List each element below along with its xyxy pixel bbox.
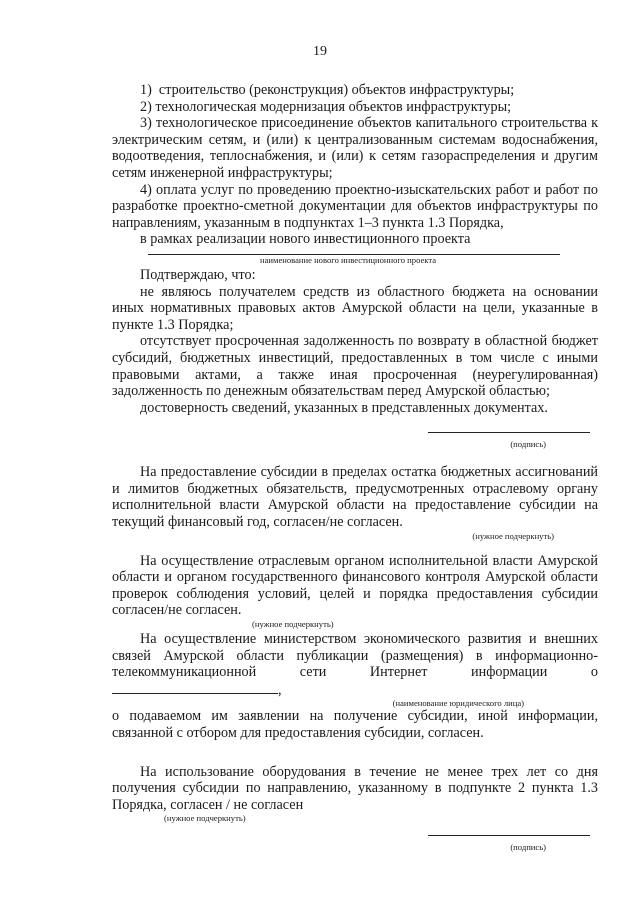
page-number: 19 [313, 44, 327, 59]
list-item-4: 4) оплата услуг по проведению проектно-изыскательских работ и работ по разработке проектно-сметной документации для объектов инфраструктуры по направлениям, указанным в подпунктах 1–3 пункта 1.3 Порядка, [112, 181, 598, 231]
confirm-heading: Подтверждаю, что: [140, 266, 256, 283]
consent-budget: На предоставление субсидии в пределах остатка бюджетных ассигнований и лимитов бюджетных обязательств, предусмотренных отраслевому органу исполнительной власти Амурской области на предоставление субсидии на текущий финансовый год, согласен/не согласен. [112, 464, 598, 531]
legal-entity-caption: (наименование юридического лица) [392, 698, 524, 709]
signature-block-1 [112, 424, 598, 452]
project-name-caption: наименование нового инвестиционного проекта [260, 254, 437, 265]
consent-budget-hint: (нужное подчеркнуть) [472, 530, 554, 541]
consent-inspection-hint: (нужное подчеркнуть) [252, 619, 334, 630]
signature-line-1 [428, 432, 590, 433]
list-item-3: 3) технологическое присоединение объектов капитального строительства к электрическим сетям, и (или) к централизованным системам водоснабжения, водоотведения, теплоснабжения, и (или) к сетям газораспределения и другим сетям инженерной инфраструктуры; [112, 115, 598, 181]
signature-block-2 [112, 827, 598, 855]
project-intro: в рамках реализации нового инвестиционного проекта [140, 231, 471, 248]
confirm-point-1: не являюсь получателем средств из областного бюджета на основании иных нормативных правовых актов Амурской области на цели, указанные в пункте 1.3 Порядка; [112, 283, 598, 333]
consent-publication-comma: , [278, 681, 282, 698]
consent-equipment-hint: (нужное подчеркнуть) [164, 813, 246, 824]
consent-publication-continued: о подаваемом им заявлении на получение субсидии, иной информации, связанной с отбором для предоставления субсидии, согласен. [112, 708, 598, 741]
consent-publication-text: На осуществление министерством экономического развития и внешних связей Амурской области публикации (размещения) в информационно-телекоммуникационной сети Интернет информации о [112, 631, 598, 681]
signature-caption-2: (подпись) [510, 842, 546, 853]
list-item-2: 2) технологическая модернизация объектов инфраструктуры; [140, 98, 512, 115]
signature-line-2 [428, 835, 590, 836]
confirm-point-2: отсутствует просроченная задолженность по возврату в областной бюджет субсидий, бюджетных инвестиций, предоставленных в том числе с иными правовыми актами, а также иная просроченная (неурегулированная) задолженность по денежным обязательствам перед Амурской областью; [112, 333, 598, 400]
consent-equipment: На использование оборудования в течение не менее трех лет со дня получения субсидии по направлению, указанному в подпункте 2 пункта 1.3 Порядка, согласен / не согласен [112, 763, 598, 813]
list-item-1: 1) строительство (реконструкция) объектов инфраструктуры; [140, 82, 515, 98]
legal-entity-blank [112, 681, 278, 694]
signature-caption-1: (подпись) [510, 439, 546, 450]
project-name-line [148, 248, 560, 255]
consent-publication [112, 631, 598, 698]
document-body [112, 82, 598, 855]
confirm-point-3: достоверность сведений, указанных в представленных документах. [140, 399, 548, 416]
consent-inspection: На осуществление отраслевым органом исполнительной власти Амурской области и органом государственного финансового контроля Амурской области проверок соблюдения условий, целей и порядка предоставления субсидии согласен/не согласен. [112, 552, 598, 619]
